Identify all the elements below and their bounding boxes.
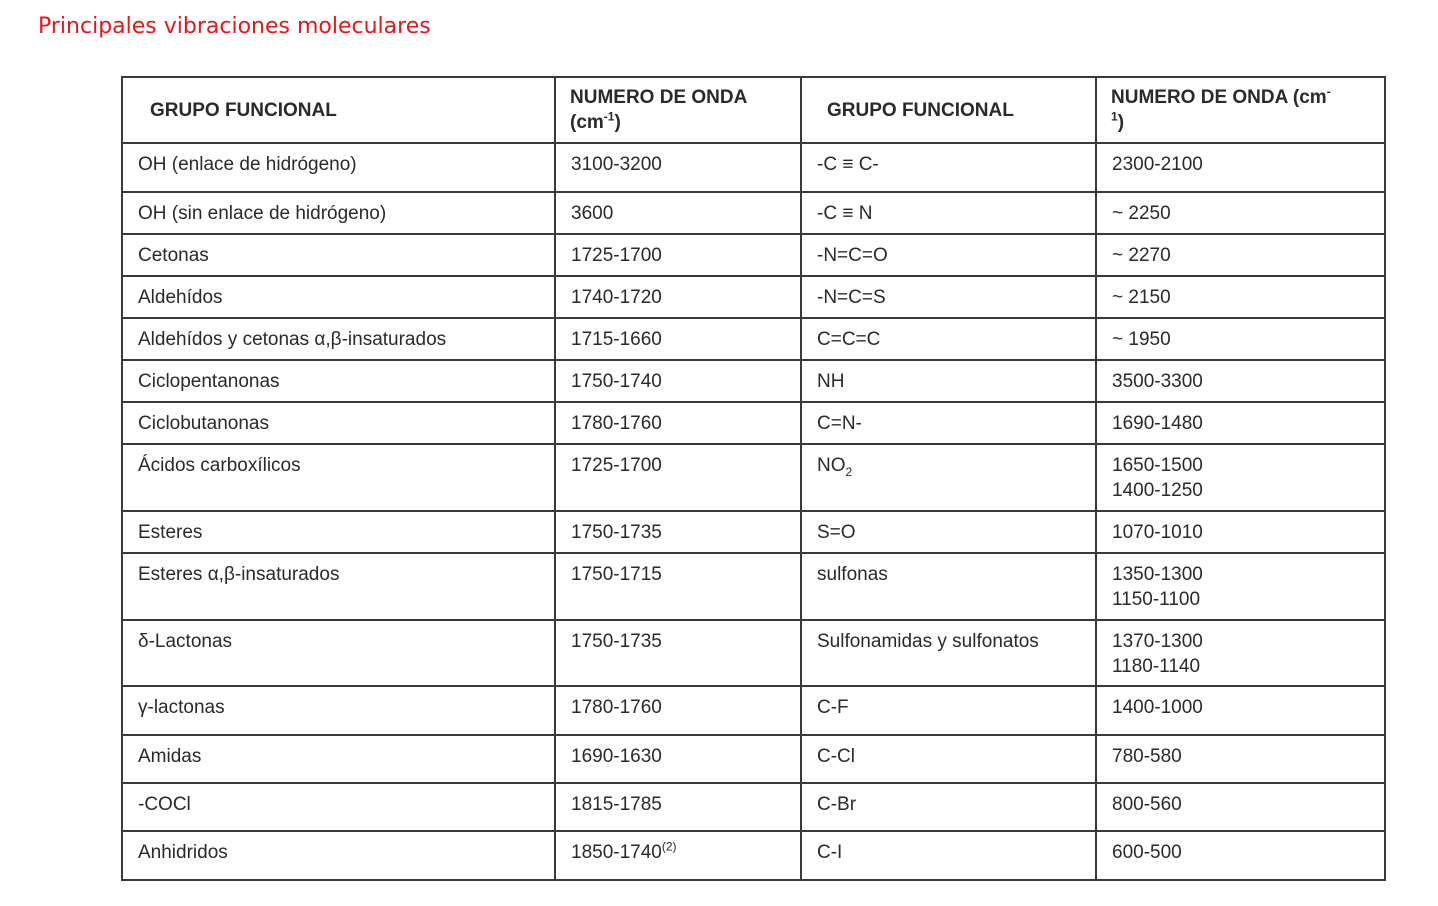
cell-group-2: C-I <box>801 831 1096 880</box>
cell-group-2: C=C=C <box>801 318 1096 360</box>
cell-group-1: OH (sin enlace de hidrógeno) <box>122 192 555 234</box>
cell-wavenumber-2: 3500-3300 <box>1096 360 1385 402</box>
cell-group-1: Aldehídos <box>122 276 555 318</box>
cell-group-2: S=O <box>801 511 1096 553</box>
cell-group-1: Esteres α,β-insaturados <box>122 553 555 620</box>
cell-wavenumber-2: ~ 1950 <box>1096 318 1385 360</box>
cell-group-1: Ciclobutanonas <box>122 402 555 444</box>
cell-group-2: C-Br <box>801 783 1096 831</box>
cell-group-1: Esteres <box>122 511 555 553</box>
header-wavenumber-1 <box>555 77 801 143</box>
cell-wavenumber-2: ~ 2250 <box>1096 192 1385 234</box>
table-row <box>122 735 1385 783</box>
table-row <box>122 444 1385 511</box>
cell-group-2: -C ≡ N <box>801 192 1096 234</box>
cell-wavenumber-2: ~ 2270 <box>1096 234 1385 276</box>
cell-wavenumber-1: 1780-1760 <box>555 686 801 735</box>
cell-group-1: Amidas <box>122 735 555 783</box>
cell-wavenumber-2: 1370-1300 1180-1140 <box>1096 620 1385 686</box>
header-wavenumber-2 <box>1096 77 1385 143</box>
table-row <box>122 831 1385 880</box>
table-row <box>122 553 1385 620</box>
cell-wavenumber-1: 1725-1700 <box>555 444 801 511</box>
header-group-functional-1: GRUPO FUNCIONAL <box>122 77 555 143</box>
table-row <box>122 783 1385 831</box>
cell-group-1: OH (enlace de hidrógeno) <box>122 143 555 192</box>
cell-group-2: -C ≡ C- <box>801 143 1096 192</box>
header-wavenumber-2-unit: $^1$) <box>1111 109 1125 133</box>
cell-wavenumber-1: 1740-1720 <box>555 276 801 318</box>
cell-wavenumber-1: 1815-1785 <box>555 783 801 831</box>
cell-wavenumber-1: 1750-1715 <box>555 553 801 620</box>
cell-group-1: Ciclopentanonas <box>122 360 555 402</box>
table-row <box>122 234 1385 276</box>
cell-group-1: Anhidridos <box>122 831 555 880</box>
cell-group-1: Aldehídos y cetonas α,β-insaturados <box>122 318 555 360</box>
header-wavenumber-1-main: NUMERO DE ONDA <box>570 87 748 108</box>
cell-wavenumber-1: 1690-1630 <box>555 735 801 783</box>
cell-wavenumber-1: 1850-1740$^{(2)}$ <box>555 831 801 880</box>
header-wavenumber-1-unit: $(cm^{-1})$ <box>570 109 621 133</box>
table-header-row <box>122 77 1385 143</box>
cell-wavenumber-2: 1350-1300 1150-1100 <box>1096 553 1385 620</box>
cell-wavenumber-1: 1725-1700 <box>555 234 801 276</box>
table-row <box>122 192 1385 234</box>
cell-wavenumber-1: 1750-1735 <box>555 511 801 553</box>
cell-group-2: $NO_2$ <box>801 444 1096 511</box>
cell-group-2: C=N- <box>801 402 1096 444</box>
cell-wavenumber-2: 1650-1500 1400-1250 <box>1096 444 1385 511</box>
cell-wavenumber-2: 780-580 <box>1096 735 1385 783</box>
cell-group-2: NH <box>801 360 1096 402</box>
cell-wavenumber-2: 1070-1010 <box>1096 511 1385 553</box>
table-row <box>122 402 1385 444</box>
cell-wavenumber-2: ~ 2150 <box>1096 276 1385 318</box>
cell-wavenumber-1: 3100-3200 <box>555 143 801 192</box>
table-row <box>122 143 1385 192</box>
cell-wavenumber-1: 3600 <box>555 192 801 234</box>
table-row <box>122 276 1385 318</box>
cell-wavenumber-1: 1715-1660 <box>555 318 801 360</box>
table-row <box>122 686 1385 735</box>
cell-wavenumber-1: 1750-1740 <box>555 360 801 402</box>
cell-group-1: Cetonas <box>122 234 555 276</box>
table-row <box>122 511 1385 553</box>
cell-group-2: C-F <box>801 686 1096 735</box>
cell-group-2: -N=C=O <box>801 234 1096 276</box>
cell-wavenumber-2: 1400-1000 <box>1096 686 1385 735</box>
cell-group-1: Ácidos carboxílicos <box>122 444 555 511</box>
cell-group-1: δ-Lactonas <box>122 620 555 686</box>
cell-group-2: -N=C=S <box>801 276 1096 318</box>
table-row <box>122 318 1385 360</box>
cell-wavenumber-2: 2300-2100 <box>1096 143 1385 192</box>
cell-group-2: sulfonas <box>801 553 1096 620</box>
page-title: Principales vibraciones moleculares <box>38 14 431 39</box>
cell-wavenumber-1: 1750-1735 <box>555 620 801 686</box>
cell-wavenumber-2: 600-500 <box>1096 831 1385 880</box>
cell-group-1: γ-lactonas <box>122 686 555 735</box>
ir-vibrations-table <box>121 76 1386 881</box>
cell-group-1: -COCl <box>122 783 555 831</box>
table-row <box>122 360 1385 402</box>
table-row <box>122 620 1385 686</box>
cell-wavenumber-2: 1690-1480 <box>1096 402 1385 444</box>
cell-wavenumber-2: 800-560 <box>1096 783 1385 831</box>
cell-group-2: C-Cl <box>801 735 1096 783</box>
header-wavenumber-2-main: NUMERO DE ONDA (cm- <box>1111 84 1331 108</box>
cell-group-2: Sulfonamidas y sulfonatos <box>801 620 1096 686</box>
cell-wavenumber-1: 1780-1760 <box>555 402 801 444</box>
header-group-functional-2: GRUPO FUNCIONAL <box>801 77 1096 143</box>
